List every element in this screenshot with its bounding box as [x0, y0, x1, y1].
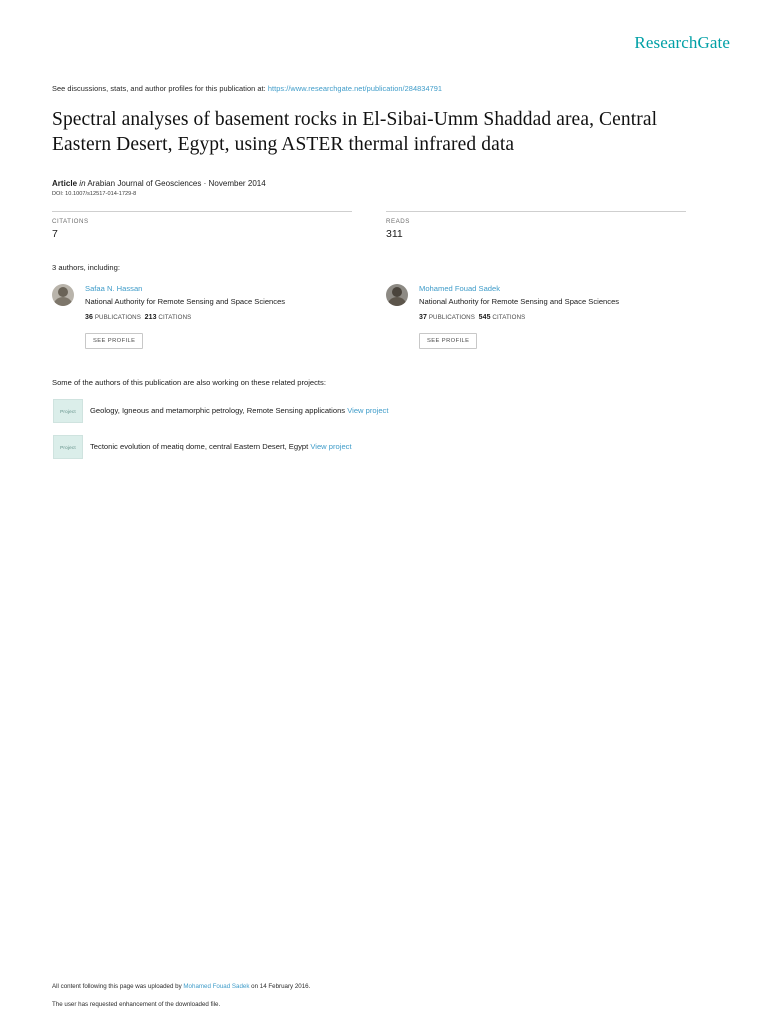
- author-publications-count: 36: [85, 314, 93, 321]
- authors-heading: 3 authors, including:: [52, 263, 120, 272]
- avatar-head: [392, 287, 402, 297]
- project-icon-label: Project: [60, 445, 76, 450]
- author-citations-count: 213: [144, 314, 157, 321]
- footer-upload-suffix: on 14 February 2016.: [249, 983, 311, 990]
- footer-enhancement-line: The user has requested enhancement of the downloaded file.: [52, 1001, 221, 1008]
- cover-content: [52, 84, 734, 471]
- citations-stat: [52, 211, 352, 240]
- reads-label: READS: [386, 218, 410, 225]
- project-text-wrap: [90, 442, 352, 451]
- author-info: [85, 284, 372, 349]
- author-citations-count: 545: [478, 314, 491, 321]
- avatar[interactable]: [52, 284, 74, 306]
- project-icon: [53, 435, 83, 459]
- footer-upload-line: [52, 983, 712, 990]
- view-project-link[interactable]: View project: [310, 442, 352, 451]
- author-publications-count: 37: [419, 314, 427, 321]
- avatar-body: [387, 297, 407, 306]
- reads-stat: [386, 211, 686, 240]
- researchgate-logo: ResearchGate: [634, 33, 730, 52]
- see-profile-button[interactable]: SEE PROFILE: [419, 333, 477, 349]
- citations-label: CITATIONS: [52, 218, 89, 225]
- author-card: [52, 284, 372, 349]
- author-name[interactable]: Mohamed Fouad Sadek: [419, 284, 501, 293]
- article-type: Article: [52, 179, 78, 188]
- avatar-body: [53, 297, 73, 306]
- footer-upload-prefix: All content following this page was uploaded by: [52, 983, 184, 990]
- avatar[interactable]: [386, 284, 408, 306]
- author-citations-label: CITATIONS: [158, 314, 192, 321]
- reads-value: 311: [386, 228, 403, 240]
- projects-heading: Some of the authors of this publication are also working on these related projects:: [52, 378, 326, 387]
- article-doi: DOI: 10.1007/s12517-014-1729-8: [52, 191, 137, 197]
- author-affiliation: National Authority for Remote Sensing and Space Sciences: [419, 297, 620, 306]
- project-text-wrap: [90, 406, 388, 415]
- author-info: [419, 284, 706, 349]
- view-project-link[interactable]: View project: [347, 406, 389, 415]
- project-item: [52, 435, 734, 463]
- authors-list: [52, 284, 734, 352]
- author-citations-label: CITATIONS: [492, 314, 526, 321]
- avatar-head: [58, 287, 68, 297]
- page-title: Spectral analyses of basement rocks in El-Sibai-Umm Shaddad area, Central Eastern Desert, Egypt, using ASTER thermal infrared data: [52, 109, 658, 155]
- project-title: Tectonic evolution of meatiq dome, central Eastern Desert, Egypt: [90, 442, 311, 451]
- article-in-word: in: [79, 179, 86, 188]
- article-journal: Arabian Journal of Geosciences · November 2014: [87, 179, 266, 188]
- author-affiliation: National Authority for Remote Sensing and Space Sciences: [85, 297, 286, 306]
- project-title: Geology, Igneous and metamorphic petrology, Remote Sensing applications: [90, 406, 348, 415]
- see-profile-button[interactable]: SEE PROFILE: [85, 333, 143, 349]
- author-card: [386, 284, 706, 349]
- project-icon-label: Project: [60, 409, 76, 414]
- citations-value: 7: [52, 228, 58, 240]
- page-footer: [52, 983, 712, 1008]
- stats-row: [52, 211, 684, 251]
- project-icon: [53, 399, 83, 423]
- author-counts: [419, 314, 706, 321]
- article-meta: [52, 179, 734, 188]
- author-publications-label: PUBLICATIONS: [428, 314, 475, 321]
- see-discussions-line: [52, 84, 734, 93]
- reads-divider: [386, 211, 686, 212]
- footer-uploader-link[interactable]: Mohamed Fouad Sadek: [183, 983, 250, 990]
- citations-divider: [52, 211, 352, 212]
- author-name[interactable]: Safaa N. Hassan: [85, 284, 143, 293]
- publication-link[interactable]: https://www.researchgate.net/publication/284834791: [267, 84, 443, 93]
- author-counts: [85, 314, 372, 321]
- see-discussions-text: See discussions, stats, and author profiles for this publication at:: [52, 84, 268, 93]
- author-publications-label: PUBLICATIONS: [94, 314, 141, 321]
- project-item: [52, 399, 734, 427]
